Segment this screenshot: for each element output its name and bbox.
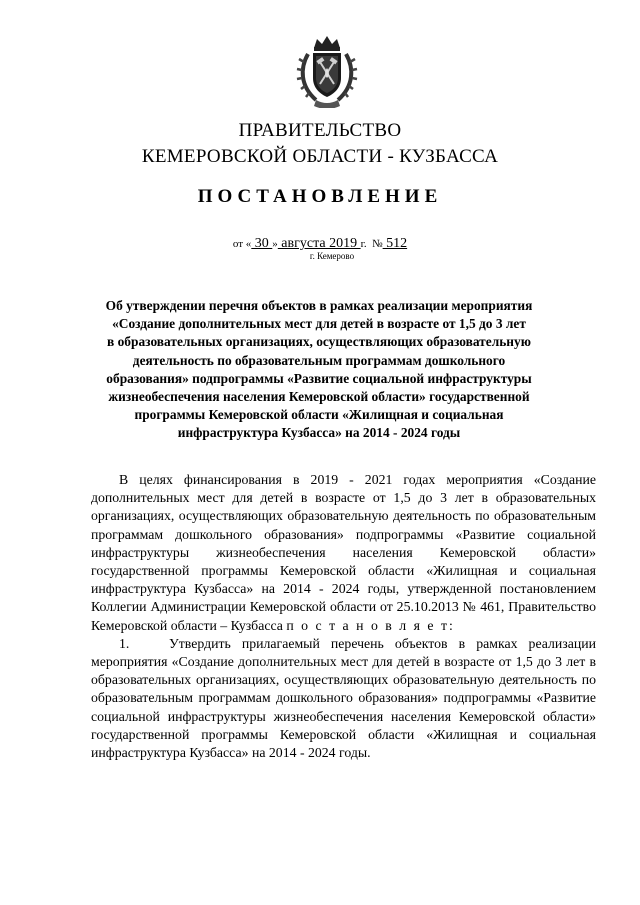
title-line: в образовательных организациях, осуществляющих образовательную <box>107 334 531 350</box>
item-1-text: Утвердить прилагаемый перечень объектов в рамках реализации мероприятия «Создание дополнительных мест для детей в возрасте от 1,5 до 3 лет в образовательных организациях, осуществляющих образовательную деятельность по образовательным программам дошкольного образования» подпрограммы «Развитие социальной инфраструктуры жизнеобеспечения населения Кемеровской области» государственной программы Кемеровской области «Жилищная и социальная инфраструктура Кузбасса» на 2014 - 2024 годы. <box>91 635 596 761</box>
government-name-line2: КЕМЕРОВСКОЙ ОБЛАСТИ - КУЗБАССА <box>141 146 499 167</box>
coat-of-arms-icon <box>296 34 358 108</box>
title-line: программы Кемеровской области «Жилищная и социальная <box>134 407 504 423</box>
document-title <box>96 297 542 443</box>
city-name: г. Кемерово <box>309 251 355 261</box>
title-line: жизнеобеспечения населения Кемеровской области» государственной <box>108 389 530 405</box>
document-type: ПОСТАНОВЛЕНИЕ <box>197 186 443 207</box>
document-number: 512 <box>382 236 408 251</box>
date-month-year: августа 2019 <box>277 236 361 251</box>
item-1-paragraph <box>91 635 596 762</box>
title-line: инфраструктура Кузбасса» на 2014 - 2024 годы <box>177 425 461 441</box>
number-sign: № <box>372 238 383 250</box>
date-day: 30 <box>251 236 273 251</box>
title-line: «Создание дополнительных мест для детей в возрасте от 1,5 до 3 лет <box>112 316 526 332</box>
preamble-text: В целях финансирования в 2019 - 2021 годах мероприятия «Создание дополнительных мест для детей в возрасте от 1,5 до 3 лет в образовательных организациях, осуществляющих образовательную деятельность по образовательным программам дошкольного образования» подпрограммы «Развитие социальной инфраструктуры жизнеобеспечения населения Кемеровской области» государственной программы Кемеровской области «Жилищная и социальная инфраструктура Кузбасса» на 2014 - 2024 годы, утвержденной постановлением Коллегии Администрации Кемеровской области от 25.10.2013 № 461, Правительство Кемеровской области – Кузбасса <box>91 472 596 633</box>
title-line: Об утверждении перечня объектов в рамках реализации мероприятия <box>105 298 533 313</box>
resolves-word: п о с т а н о в л я е т: <box>286 617 455 633</box>
government-name-line1: ПРАВИТЕЛЬСТВО <box>238 120 402 141</box>
item-1-number: 1. <box>119 635 130 651</box>
date-year-suffix: г. <box>360 238 367 250</box>
preamble-paragraph <box>91 471 596 635</box>
title-line: деятельность по образовательным программам дошкольного <box>132 352 506 368</box>
document-body <box>91 471 596 762</box>
date-from-label: от « <box>232 238 252 250</box>
date-number-line <box>0 236 640 252</box>
date-close-quote: » <box>272 238 278 250</box>
title-line: образования» подпрограммы «Развитие социальной инфраструктуры <box>106 370 532 386</box>
